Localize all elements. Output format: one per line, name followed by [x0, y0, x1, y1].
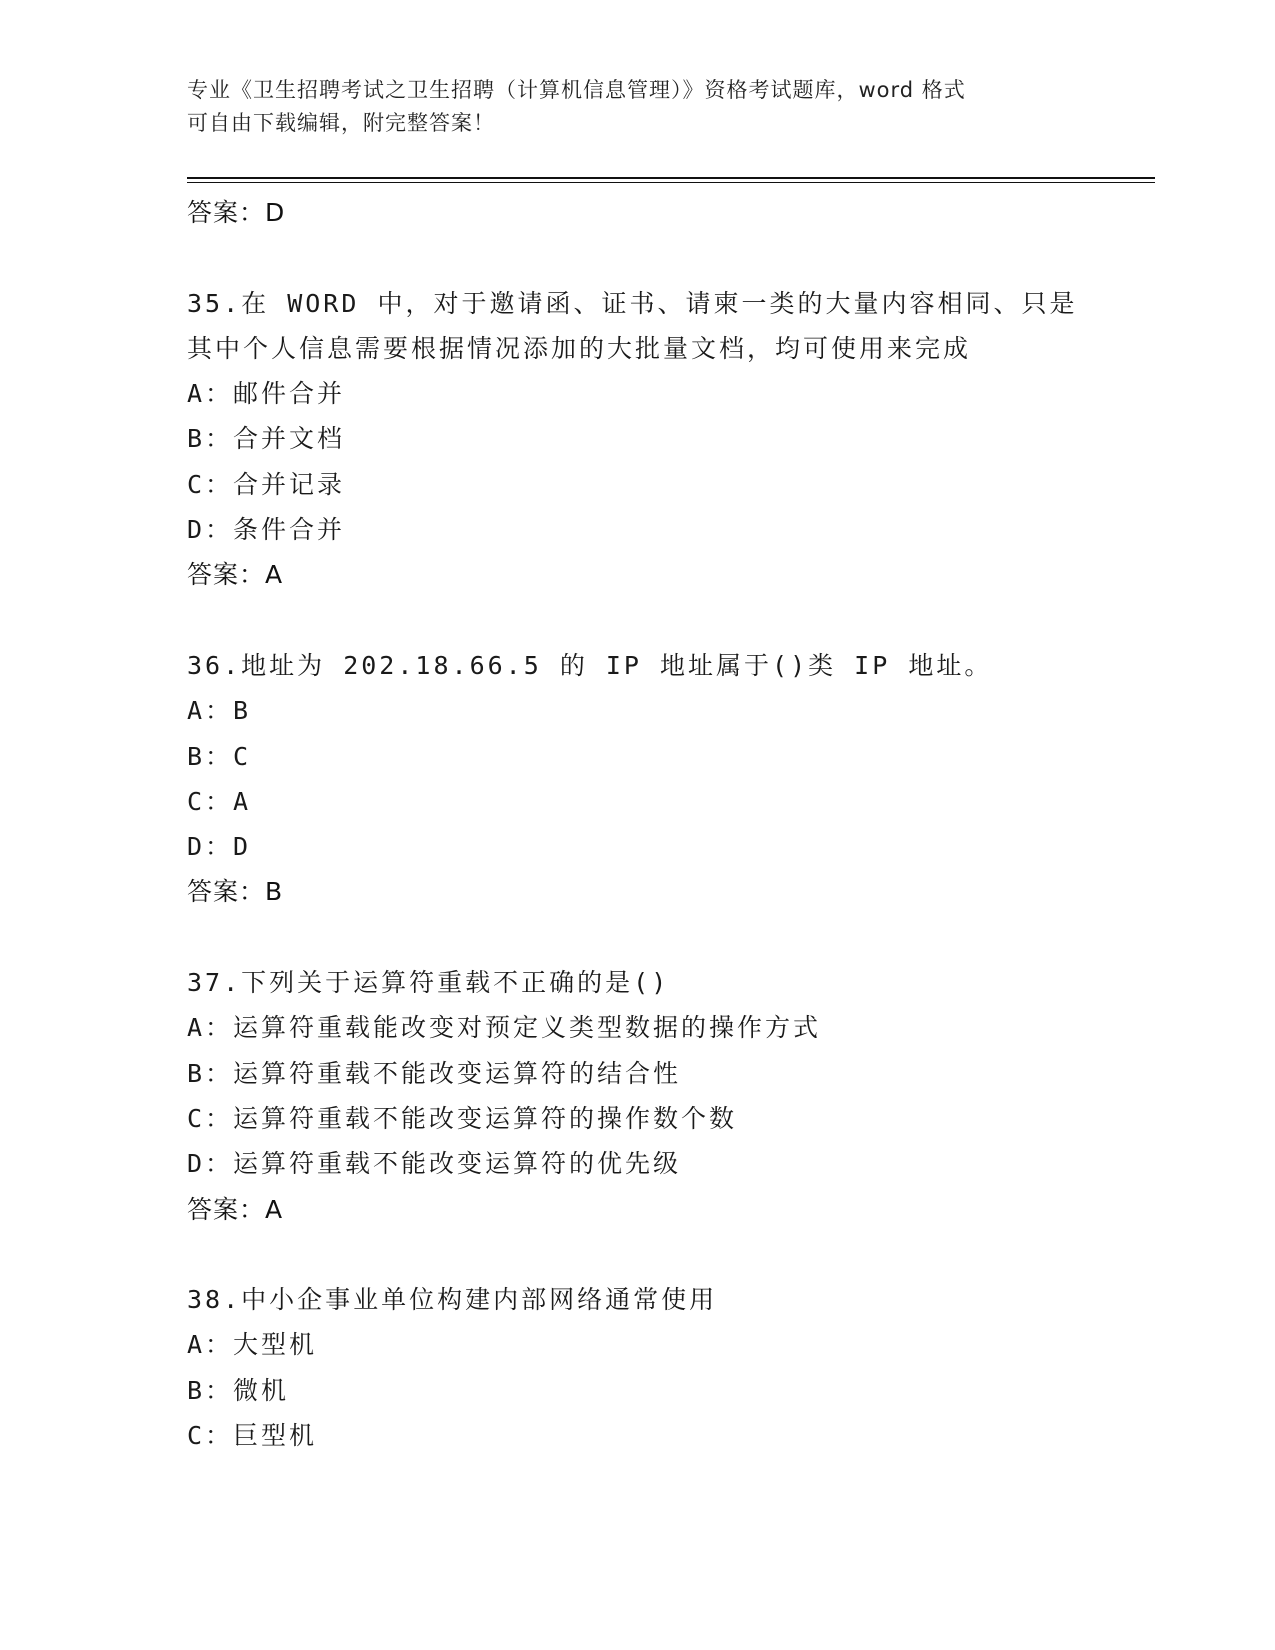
answer-line: 答案：A: [187, 1194, 284, 1224]
spacer: [187, 235, 1117, 280]
spacer: [187, 598, 1117, 643]
question-list: [187, 190, 1117, 1458]
question-block: [187, 643, 1117, 915]
option-c: C：运算符重载不能改变运算符的操作数个数: [187, 1103, 738, 1133]
header-rule-thin: [187, 182, 1155, 183]
option-b: B：合并文档: [187, 424, 346, 454]
document-header: [187, 74, 1067, 140]
question-stem: 36.地址为 202.18.66.5 的 IP 地址属于()类 IP 地址。: [187, 650, 993, 680]
option-a: A：B: [187, 696, 252, 726]
option-b: B：微机: [187, 1375, 290, 1405]
option-b: B：运算符重载不能改变运算符的结合性: [187, 1058, 682, 1088]
header-line-1: 专业《卫生招聘考试之卫生招聘（计算机信息管理）》资格考试题库，word 格式: [187, 78, 966, 102]
spacer: [187, 915, 1117, 960]
header-line-2: 可自由下载编辑，附完整答案！: [187, 111, 495, 135]
previous-answer: 答案：D: [187, 198, 286, 227]
option-c: C：巨型机: [187, 1421, 318, 1451]
option-a: A：大型机: [187, 1330, 318, 1360]
question-block: [187, 281, 1117, 598]
option-d: D：D: [187, 832, 252, 862]
question-stem: 38.中小企事业单位构建内部网络通常使用: [187, 1285, 718, 1315]
spacer: [187, 1232, 1117, 1277]
option-a: A：邮件合并: [187, 379, 346, 409]
option-c: C：合并记录: [187, 469, 346, 499]
option-d: D：运算符重载不能改变运算符的优先级: [187, 1149, 682, 1179]
answer-line: 答案：B: [187, 877, 284, 907]
question-stem: 35.在 WORD 中，对于邀请函、证书、请柬一类的大量内容相同、只是: [187, 288, 1078, 318]
option-d: D：条件合并: [187, 515, 346, 545]
option-a: A：运算符重载能改变对预定义类型数据的操作方式: [187, 1013, 822, 1043]
question-stem: 其中个人信息需要根据情况添加的大批量文档，均可使用来完成: [187, 333, 972, 363]
header-rule-thick: [187, 177, 1155, 179]
question-stem: 37.下列关于运算符重载不正确的是(): [187, 968, 670, 998]
question-block: [187, 1277, 1117, 1458]
question-block: [187, 960, 1117, 1232]
answer-line: 答案：A: [187, 560, 284, 590]
option-b: B：C: [187, 741, 252, 771]
option-c: C：A: [187, 786, 252, 816]
